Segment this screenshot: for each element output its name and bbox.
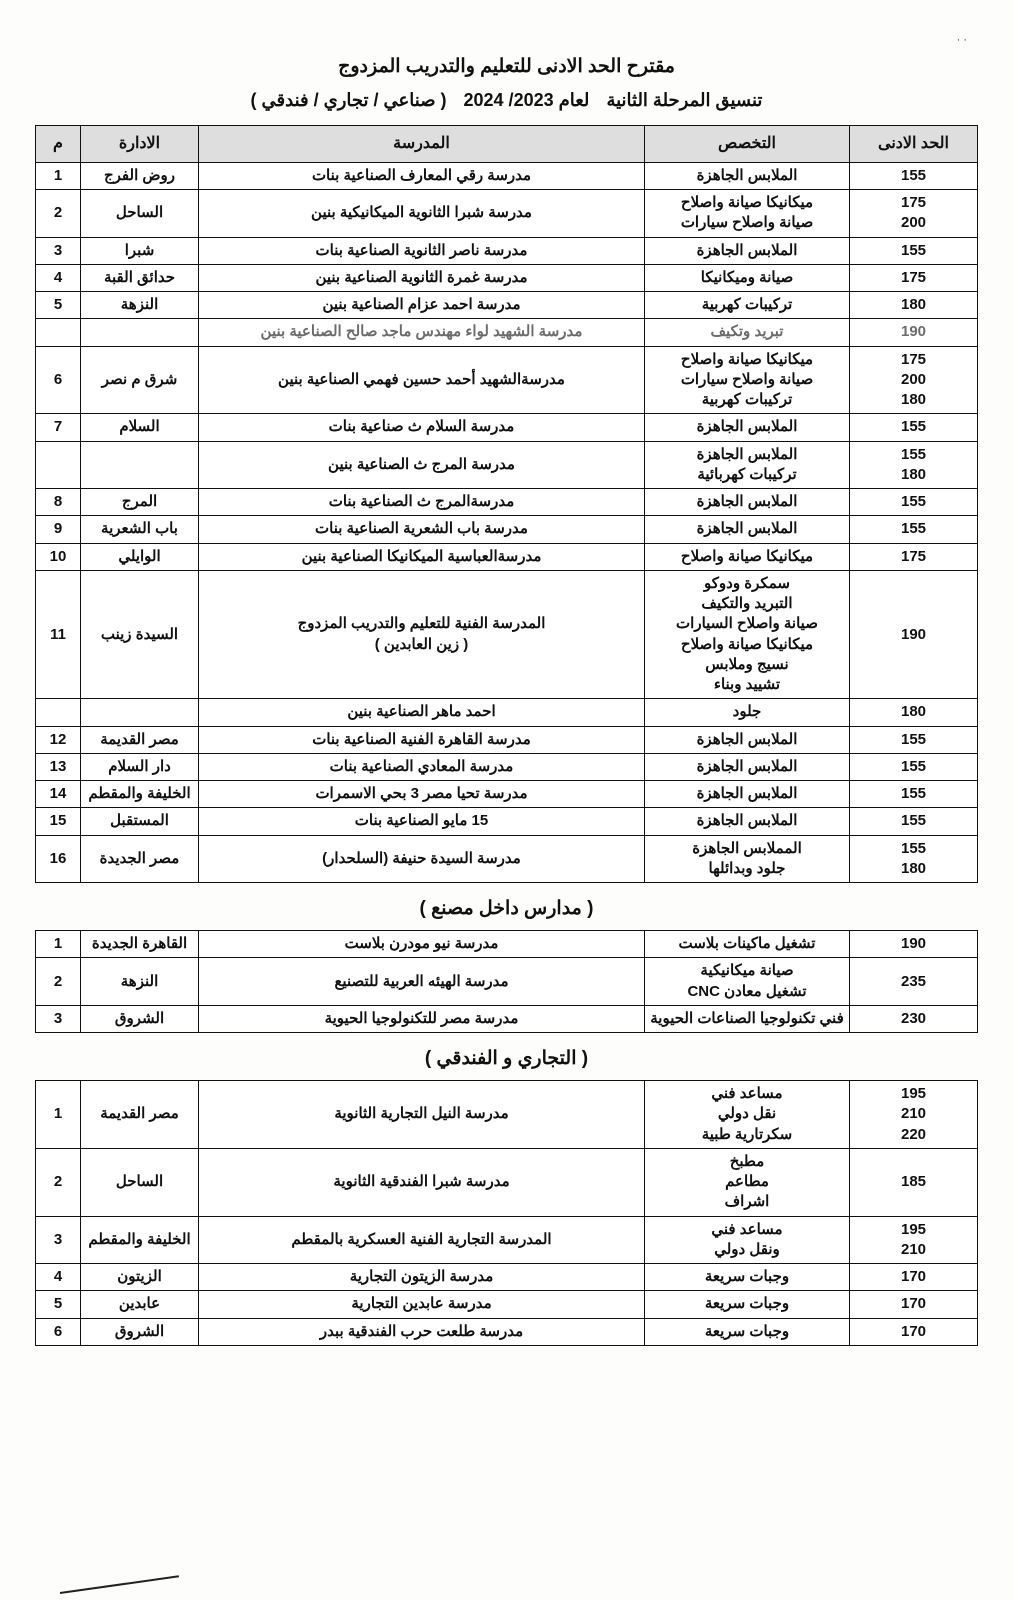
specialization-value: جلود وبدائلها bbox=[708, 859, 786, 877]
specialization-value: تشييد وبناء bbox=[713, 676, 781, 694]
specialization-value: تشغيل معادن CNC bbox=[687, 982, 807, 1000]
min-score-value: 195 bbox=[900, 1085, 927, 1103]
school-name-line: مدرسة النيل التجارية الثانوية bbox=[334, 1105, 509, 1123]
cell-administration: الخليفة والمقطم bbox=[81, 1216, 199, 1264]
cell-min-score bbox=[850, 346, 978, 414]
cell-school bbox=[199, 931, 645, 958]
cell-school bbox=[199, 1318, 645, 1345]
cell-min-score bbox=[850, 489, 978, 516]
specialization-value: نقل دولي bbox=[717, 1105, 777, 1123]
table-row bbox=[36, 835, 978, 883]
cell-administration: عابدين bbox=[81, 1291, 199, 1318]
cell-school bbox=[199, 570, 645, 699]
cell-min-score bbox=[850, 1005, 978, 1032]
cell-school bbox=[199, 190, 645, 238]
table-row bbox=[36, 237, 978, 264]
page-subtitle bbox=[0, 87, 1013, 115]
school-name-line: 15 مايو الصناعية بنات bbox=[354, 812, 489, 830]
specialization-value: مساعد فني bbox=[711, 1220, 783, 1238]
school-name-line: مدرسة المرج ث الصناعية بنين bbox=[328, 455, 515, 473]
min-score-value: 230 bbox=[900, 1009, 927, 1027]
commercial-hotel-table bbox=[35, 1080, 978, 1346]
table-row bbox=[36, 516, 978, 543]
min-score-value: 210 bbox=[900, 1105, 927, 1123]
specialization-value: الملابس الجاهزة bbox=[696, 241, 798, 259]
school-name-line: مدرسة شبرا الثانوية الميكانيكية بنين bbox=[311, 204, 532, 222]
cell-specialization bbox=[645, 1264, 850, 1291]
specialization-value: صيانة واصلاح سيارات bbox=[680, 370, 814, 388]
cell-specialization bbox=[645, 292, 850, 319]
cell-specialization bbox=[645, 808, 850, 835]
cell-row-number bbox=[36, 699, 81, 726]
school-name-line: مدرسة رقي المعارف الصناعية بنات bbox=[311, 166, 532, 184]
cell-school bbox=[199, 726, 645, 753]
cell-row-number bbox=[36, 319, 81, 346]
table-row bbox=[36, 726, 978, 753]
specialization-value: الملابس الجاهزة bbox=[696, 493, 798, 511]
table-row bbox=[36, 570, 978, 699]
specialization-value: تشغيل ماكينات بلاست bbox=[678, 935, 816, 953]
cell-specialization bbox=[645, 414, 850, 441]
school-name-line: مدرسة المعادي الصناعية بنات bbox=[329, 757, 514, 775]
min-score-value: 180 bbox=[900, 391, 927, 409]
min-score-value: 170 bbox=[900, 1322, 927, 1340]
scan-artifact-line bbox=[60, 1575, 179, 1594]
school-name-line: مدرسة القاهرة الفنية الصناعية بنات bbox=[312, 730, 531, 748]
cell-row-number: 8 bbox=[36, 489, 81, 516]
factory-schools-table bbox=[35, 930, 978, 1033]
cell-specialization bbox=[645, 1081, 850, 1149]
specialization-value: مطبخ bbox=[729, 1152, 765, 1170]
specialization-value: الملابس الجاهزة bbox=[696, 785, 798, 803]
cell-administration: الخليفة والمقطم bbox=[81, 781, 199, 808]
specialization-value: مطاعم bbox=[725, 1173, 769, 1191]
cell-specialization bbox=[645, 516, 850, 543]
cell-school bbox=[199, 264, 645, 291]
cell-row-number: 5 bbox=[36, 1291, 81, 1318]
cell-min-score bbox=[850, 1081, 978, 1149]
cell-min-score bbox=[850, 162, 978, 189]
subtitle-tracks: ( صناعي / تجاري / فندقي ) bbox=[250, 90, 447, 111]
min-score-value: 210 bbox=[900, 1240, 927, 1258]
cell-min-score bbox=[850, 931, 978, 958]
cell-administration: المرج bbox=[81, 489, 199, 516]
cell-row-number: 16 bbox=[36, 835, 81, 883]
cell-specialization bbox=[645, 237, 850, 264]
cell-row-number: 2 bbox=[36, 958, 81, 1006]
cell-row-number: 10 bbox=[36, 543, 81, 570]
header-administration: الادارة bbox=[81, 126, 199, 163]
table-row bbox=[36, 1264, 978, 1291]
cell-specialization bbox=[645, 346, 850, 414]
cell-specialization bbox=[645, 835, 850, 883]
cell-row-number: 3 bbox=[36, 1005, 81, 1032]
table-row bbox=[36, 489, 978, 516]
table-row bbox=[36, 1291, 978, 1318]
cell-administration: الشروق bbox=[81, 1005, 199, 1032]
specialization-value: صيانة وميكانيكا bbox=[700, 268, 794, 286]
cell-specialization bbox=[645, 190, 850, 238]
cell-administration bbox=[81, 699, 199, 726]
cell-min-score bbox=[850, 543, 978, 570]
table-row bbox=[36, 1216, 978, 1264]
cell-row-number: 13 bbox=[36, 753, 81, 780]
cell-specialization bbox=[645, 162, 850, 189]
cell-row-number: 1 bbox=[36, 931, 81, 958]
school-name-line: مدرسة تحيا مصر 3 بحي الاسمرات bbox=[315, 785, 528, 803]
cell-administration: المستقبل bbox=[81, 808, 199, 835]
cell-school bbox=[199, 1081, 645, 1149]
table-row bbox=[36, 190, 978, 238]
specialization-value: تبريد وتكيف bbox=[710, 323, 784, 341]
min-score-value: 175 bbox=[900, 350, 927, 368]
specialization-value: الملابس الجاهزة bbox=[696, 520, 798, 538]
header-no: م bbox=[36, 126, 81, 163]
specialization-value: فني تكنولوجيا الصناعات الحيوية bbox=[650, 1009, 844, 1027]
specialization-value: الملابس الجاهزة bbox=[696, 166, 798, 184]
cell-school bbox=[199, 414, 645, 441]
cell-school bbox=[199, 1291, 645, 1318]
min-score-value: 235 bbox=[900, 972, 927, 990]
cell-school bbox=[199, 292, 645, 319]
table-row bbox=[36, 264, 978, 291]
cell-specialization bbox=[645, 931, 850, 958]
table-row bbox=[36, 543, 978, 570]
cell-administration: السيدة زينب bbox=[81, 570, 199, 699]
school-name-line: مدرسة الهيئه العربية للتصنيع bbox=[334, 972, 509, 990]
header-school: المدرسة bbox=[199, 126, 645, 163]
cell-row-number: 5 bbox=[36, 292, 81, 319]
specialization-value: سمكرة ودوكو bbox=[704, 574, 790, 592]
cell-school bbox=[199, 489, 645, 516]
cell-school bbox=[199, 699, 645, 726]
min-score-value: 185 bbox=[900, 1173, 927, 1191]
cell-min-score bbox=[850, 958, 978, 1006]
section-title-factory-schools: ( مدارس داخل مصنع ) bbox=[419, 898, 594, 920]
min-score-value: 190 bbox=[900, 625, 927, 643]
specialization-value: صيانة واصلاح السيارات bbox=[676, 615, 818, 633]
min-score-value: 180 bbox=[900, 859, 927, 877]
school-name-line: مدرسة شبرا الفندقية الثانوية bbox=[333, 1173, 510, 1191]
cell-row-number bbox=[36, 441, 81, 489]
specialization-value: الملابس الجاهزة bbox=[696, 812, 798, 830]
cell-specialization bbox=[645, 1148, 850, 1216]
cell-row-number: 6 bbox=[36, 346, 81, 414]
min-score-value: 170 bbox=[900, 1295, 927, 1313]
min-score-value: 155 bbox=[900, 730, 927, 748]
cell-min-score bbox=[850, 699, 978, 726]
cell-administration: السلام bbox=[81, 414, 199, 441]
cell-school bbox=[199, 781, 645, 808]
specialization-value: الملابس الجاهزة bbox=[696, 445, 798, 463]
cell-min-score bbox=[850, 570, 978, 699]
specialization-value: الملابس الجاهزة bbox=[696, 418, 798, 436]
min-score-value: 190 bbox=[900, 935, 927, 953]
cell-row-number: 2 bbox=[36, 1148, 81, 1216]
cell-min-score bbox=[850, 237, 978, 264]
specialization-value: الملابس الجاهزة bbox=[696, 730, 798, 748]
school-name-line: المدرسة الفنية للتعليم والتدريب المزدوج bbox=[297, 615, 546, 633]
min-score-value: 175 bbox=[900, 268, 927, 286]
cell-specialization bbox=[645, 264, 850, 291]
school-name-line: احمد ماهر الصناعية بنين bbox=[347, 703, 496, 721]
specialization-value: وجبات سريعة bbox=[704, 1268, 790, 1286]
cell-row-number: 7 bbox=[36, 414, 81, 441]
cell-row-number: 9 bbox=[36, 516, 81, 543]
cell-specialization bbox=[645, 726, 850, 753]
specialization-value: مساعد فني bbox=[711, 1085, 783, 1103]
min-score-value: 180 bbox=[900, 703, 927, 721]
page-title: مقترح الحد الادنى للتعليم والتدريب المزدوج bbox=[338, 56, 675, 77]
specialization-value: الملابس الجاهزة bbox=[696, 757, 798, 775]
cell-administration: روض الفرج bbox=[81, 162, 199, 189]
cell-administration: مصر الجديدة bbox=[81, 835, 199, 883]
table-row bbox=[36, 1148, 978, 1216]
table-row bbox=[36, 319, 978, 346]
cell-school bbox=[199, 319, 645, 346]
specialization-value: صيانة ميكانيكية bbox=[700, 962, 794, 980]
cell-min-score bbox=[850, 1291, 978, 1318]
cell-school bbox=[199, 346, 645, 414]
cell-school bbox=[199, 543, 645, 570]
cell-school bbox=[199, 162, 645, 189]
min-score-value: 155 bbox=[900, 757, 927, 775]
header-min-score: الحد الادنى bbox=[850, 126, 978, 163]
cell-school bbox=[199, 1148, 645, 1216]
school-name-line: مدرسة احمد عزام الصناعية بنين bbox=[322, 296, 521, 314]
cell-min-score bbox=[850, 1264, 978, 1291]
cell-min-score bbox=[850, 292, 978, 319]
specialization-value: اشراف bbox=[724, 1193, 770, 1211]
specialization-value: تركيبات كهربائية bbox=[697, 465, 797, 483]
cell-specialization bbox=[645, 1216, 850, 1264]
specialization-value: نسيج وملابس bbox=[705, 655, 789, 673]
specialization-value: سكرتارية طبية bbox=[701, 1125, 793, 1143]
min-score-value: 190 bbox=[900, 323, 927, 341]
min-score-value: 155 bbox=[900, 445, 927, 463]
table-row bbox=[36, 931, 978, 958]
school-name-line: مدرسةالعباسية الميكانيكا الصناعية بنين bbox=[301, 547, 542, 565]
min-score-value: 175 bbox=[900, 547, 927, 565]
cell-row-number: 1 bbox=[36, 1081, 81, 1149]
cell-school bbox=[199, 958, 645, 1006]
table-row bbox=[36, 753, 978, 780]
specialization-value: تركيبات كهربية bbox=[701, 296, 793, 314]
table-row bbox=[36, 414, 978, 441]
cell-specialization bbox=[645, 1005, 850, 1032]
subtitle-year: لعام 2023/ 2024 bbox=[463, 90, 590, 111]
cell-specialization bbox=[645, 699, 850, 726]
cell-specialization bbox=[645, 1318, 850, 1345]
cell-min-score bbox=[850, 781, 978, 808]
cell-administration: شرق م نصر bbox=[81, 346, 199, 414]
school-name-line: مدرسة باب الشعرية الصناعية بنات bbox=[315, 520, 528, 538]
specialization-value: ميكانيكا صيانة واصلاح bbox=[680, 547, 814, 565]
school-name-line: مدرسة الزيتون التجارية bbox=[349, 1268, 494, 1286]
cell-min-score bbox=[850, 1318, 978, 1345]
table-row bbox=[36, 781, 978, 808]
cell-specialization bbox=[645, 958, 850, 1006]
cell-administration bbox=[81, 441, 199, 489]
cell-row-number: 1 bbox=[36, 162, 81, 189]
table-row bbox=[36, 699, 978, 726]
cell-row-number: 2 bbox=[36, 190, 81, 238]
cell-school bbox=[199, 237, 645, 264]
cell-row-number: 12 bbox=[36, 726, 81, 753]
table-row bbox=[36, 1005, 978, 1032]
cell-min-score bbox=[850, 190, 978, 238]
cell-administration: النزهة bbox=[81, 958, 199, 1006]
cell-administration: النزهة bbox=[81, 292, 199, 319]
min-score-value: 155 bbox=[900, 520, 927, 538]
school-name-line: مدرسة غمرة الثانوية الصناعية بنين bbox=[315, 268, 528, 286]
min-score-value: 155 bbox=[900, 166, 927, 184]
cell-school bbox=[199, 753, 645, 780]
cell-specialization bbox=[645, 781, 850, 808]
table-row bbox=[36, 162, 978, 189]
cell-administration: شبرا bbox=[81, 237, 199, 264]
specialization-value: صيانة واصلاح سيارات bbox=[680, 214, 814, 232]
cell-school bbox=[199, 835, 645, 883]
school-name-line: مدرسة السيدة حنيفة (السلحدار) bbox=[322, 849, 521, 867]
cell-administration: الوايلي bbox=[81, 543, 199, 570]
min-score-value: 195 bbox=[900, 1220, 927, 1238]
cell-administration: القاهرة الجديدة bbox=[81, 931, 199, 958]
cell-row-number: 4 bbox=[36, 1264, 81, 1291]
table-row bbox=[36, 1081, 978, 1149]
cell-administration: مصر القديمة bbox=[81, 1081, 199, 1149]
table-header-row bbox=[36, 126, 978, 163]
cell-min-score bbox=[850, 753, 978, 780]
min-score-value: 155 bbox=[900, 839, 927, 857]
cell-row-number: 3 bbox=[36, 237, 81, 264]
min-score-value: 200 bbox=[900, 214, 927, 232]
school-name-line: مدرسة الشهيد لواء مهندس ماجد صالح الصناعية بنين bbox=[260, 323, 583, 341]
cell-school bbox=[199, 1005, 645, 1032]
scan-speck: · · bbox=[956, 34, 967, 46]
specialization-value: تركيبات كهربية bbox=[701, 391, 793, 409]
specialization-value: ونقل دولي bbox=[714, 1240, 780, 1258]
specialization-value: ميكانيكا صيانة واصلاح bbox=[680, 194, 814, 212]
school-name-line: مدرسة عابدين التجارية bbox=[351, 1295, 492, 1313]
min-score-value: 200 bbox=[900, 370, 927, 388]
header-specialization: التخصص bbox=[645, 126, 850, 163]
min-score-value: 155 bbox=[900, 493, 927, 511]
specialization-value: وجبات سريعة bbox=[704, 1322, 790, 1340]
table-row bbox=[36, 958, 978, 1006]
table-row bbox=[36, 346, 978, 414]
cell-school bbox=[199, 441, 645, 489]
min-score-value: 155 bbox=[900, 812, 927, 830]
cell-min-score bbox=[850, 1216, 978, 1264]
cell-school bbox=[199, 1216, 645, 1264]
specialization-value: وجبات سريعة bbox=[704, 1295, 790, 1313]
school-name-line: مدرسةالشهيد أحمد حسين فهمي الصناعية بنين bbox=[278, 370, 565, 388]
specialization-value: ميكانيكا صيانة واصلاح bbox=[680, 635, 814, 653]
specialization-value: التبريد والتكيف bbox=[701, 595, 793, 613]
min-score-value: 180 bbox=[900, 296, 927, 314]
school-name-line: ( زين العابدين ) bbox=[374, 635, 469, 653]
cell-min-score bbox=[850, 441, 978, 489]
cell-school bbox=[199, 1264, 645, 1291]
specialization-value: جلود bbox=[732, 703, 762, 721]
cell-specialization bbox=[645, 543, 850, 570]
table-row bbox=[36, 1318, 978, 1345]
min-score-value: 155 bbox=[900, 241, 927, 259]
cell-min-score bbox=[850, 808, 978, 835]
cell-min-score bbox=[850, 516, 978, 543]
min-score-value: 170 bbox=[900, 1268, 927, 1286]
cell-administration: الشروق bbox=[81, 1318, 199, 1345]
table-row bbox=[36, 808, 978, 835]
min-score-value: 220 bbox=[900, 1125, 927, 1143]
table-row bbox=[36, 292, 978, 319]
school-name-line: مدرسة مصر للتكنولوجيا الحيوية bbox=[324, 1009, 519, 1027]
school-name-line: مدرسة نيو مودرن بلاست bbox=[344, 935, 499, 953]
min-score-value: 155 bbox=[900, 418, 927, 436]
cell-specialization bbox=[645, 489, 850, 516]
specialization-value: ميكانيكا صيانة واصلاح bbox=[680, 350, 814, 368]
cell-row-number: 15 bbox=[36, 808, 81, 835]
cell-administration: دار السلام bbox=[81, 753, 199, 780]
school-name-line: مدرسةالمرج ث الصناعية بنات bbox=[328, 493, 515, 511]
cell-row-number: 11 bbox=[36, 570, 81, 699]
cell-row-number: 3 bbox=[36, 1216, 81, 1264]
cell-administration: حدائق القبة bbox=[81, 264, 199, 291]
cell-school bbox=[199, 808, 645, 835]
cell-administration: باب الشعرية bbox=[81, 516, 199, 543]
min-score-value: 180 bbox=[900, 465, 927, 483]
cell-specialization bbox=[645, 441, 850, 489]
cell-school bbox=[199, 516, 645, 543]
section-title-commercial-hotel: ( التجاري و الفندقي ) bbox=[424, 1048, 589, 1070]
school-name-line: مدرسة طلعت حرب الفندقية ببدر bbox=[319, 1322, 524, 1340]
document-title-block bbox=[0, 0, 1013, 115]
cell-min-score bbox=[850, 264, 978, 291]
cell-administration: الساحل bbox=[81, 190, 199, 238]
cell-specialization bbox=[645, 1291, 850, 1318]
cell-specialization bbox=[645, 570, 850, 699]
min-score-value: 155 bbox=[900, 785, 927, 803]
cell-administration: الساحل bbox=[81, 1148, 199, 1216]
table-row bbox=[36, 441, 978, 489]
cell-administration: الزيتون bbox=[81, 1264, 199, 1291]
school-name-line: مدرسة السلام ث صناعية بنات bbox=[328, 418, 515, 436]
cell-row-number: 4 bbox=[36, 264, 81, 291]
cell-administration bbox=[81, 319, 199, 346]
school-name-line: المدرسة التجارية الفنية العسكرية بالمقطم bbox=[291, 1230, 552, 1248]
cell-row-number: 14 bbox=[36, 781, 81, 808]
specialization-value: المملابس الجاهزة bbox=[692, 839, 802, 857]
school-name-line: مدرسة ناصر الثانوية الصناعية بنات bbox=[315, 241, 528, 259]
min-score-value: 175 bbox=[900, 194, 927, 212]
cell-row-number: 6 bbox=[36, 1318, 81, 1345]
cell-administration: مصر القديمة bbox=[81, 726, 199, 753]
cell-min-score bbox=[850, 835, 978, 883]
cell-min-score bbox=[850, 319, 978, 346]
cell-specialization bbox=[645, 753, 850, 780]
cell-min-score bbox=[850, 414, 978, 441]
cell-min-score bbox=[850, 726, 978, 753]
subtitle-phase: تنسيق المرحلة الثانية bbox=[606, 90, 763, 111]
industrial-schools-table bbox=[35, 125, 978, 883]
cell-specialization bbox=[645, 319, 850, 346]
cell-min-score bbox=[850, 1148, 978, 1216]
